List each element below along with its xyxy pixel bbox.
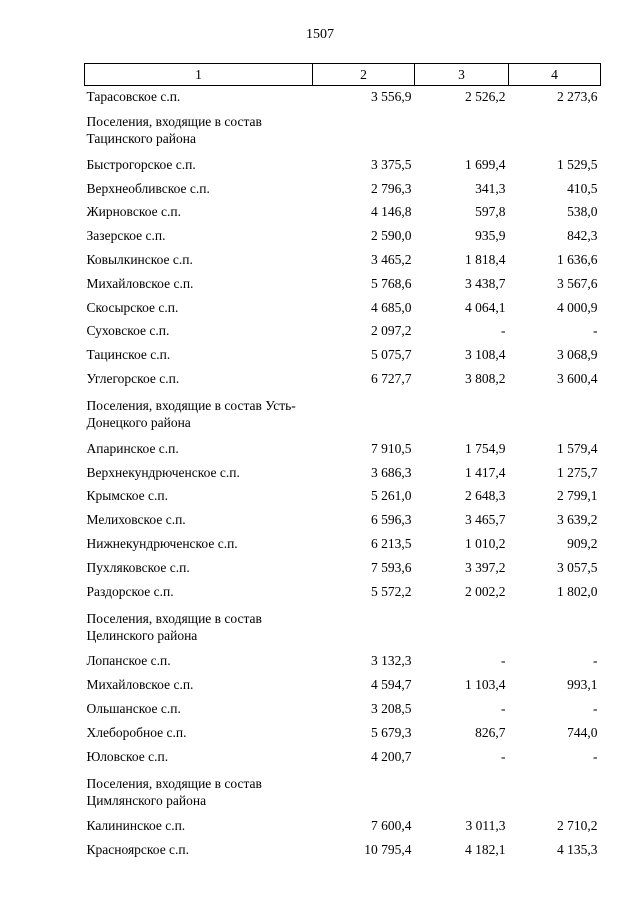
empty-cell [313, 107, 415, 153]
table-row [85, 745, 601, 769]
value-col-3: 826,7 [475, 724, 506, 740]
settlement-name: Михайловское с.п. [86, 275, 194, 291]
value-col-3: 3 397,2 [465, 559, 506, 575]
table-row [85, 673, 601, 697]
value-col-3: 3 108,4 [465, 347, 506, 363]
empty-cell [313, 604, 415, 650]
header-col-3: 3 [415, 64, 509, 86]
value-col-3: 1 754,9 [465, 440, 506, 456]
value-col-2: 2 796,3 [371, 180, 412, 196]
value-col-2: 7 910,5 [371, 440, 412, 456]
value-col-3: 1 699,4 [465, 156, 506, 172]
empty-cell [313, 391, 415, 437]
value-col-4: 3 639,2 [557, 512, 598, 528]
settlement-name: Верхнеобливское с.п. [86, 180, 210, 196]
value-col-3: 1 103,4 [465, 677, 506, 693]
empty-cell [509, 604, 601, 650]
group-heading: Поселения, входящие в состав Целинского района [86, 610, 262, 643]
empty-cell [509, 107, 601, 153]
value-col-4: 909,2 [567, 536, 598, 552]
value-col-2: 5 768,6 [371, 275, 412, 291]
value-col-4: 993,1 [567, 677, 598, 693]
settlement-name: Ковылкинское с.п. [86, 252, 193, 268]
empty-cell [415, 769, 509, 815]
value-col-2: 2 590,0 [371, 228, 412, 244]
settlement-name: Красноярское с.п. [86, 842, 190, 858]
value-col-3: 341,3 [475, 180, 506, 196]
empty-cell [415, 604, 509, 650]
value-col-4: 1 802,0 [557, 583, 598, 599]
value-col-4: 4 000,9 [557, 299, 598, 315]
group-heading-row [85, 769, 601, 815]
value-col-4: 744,0 [567, 724, 598, 740]
table-row [85, 532, 601, 556]
table-row [85, 153, 601, 177]
value-col-4: 538,0 [567, 204, 598, 220]
settlement-name: Михайловское с.п. [86, 677, 194, 693]
settlement-name: Мелиховское с.п. [86, 512, 186, 528]
value-col-2: 5 679,3 [371, 724, 412, 740]
table-row [85, 556, 601, 580]
page-number: 1507 [306, 27, 334, 42]
value-col-4: 1 529,5 [557, 156, 598, 172]
value-col-2: 4 146,8 [371, 204, 412, 220]
value-col-2: 10 795,4 [364, 842, 412, 858]
value-col-4: 3 068,9 [557, 347, 598, 363]
value-col-4: 410,5 [567, 180, 598, 196]
empty-cell [509, 391, 601, 437]
table-row [85, 650, 601, 674]
value-col-3: 3 011,3 [465, 818, 506, 834]
value-col-4: 3 600,4 [557, 371, 598, 387]
value-col-4: 4 135,3 [557, 842, 598, 858]
value-col-3: 597,8 [475, 204, 506, 220]
value-col-2: 2 097,2 [371, 323, 412, 339]
table-row [85, 343, 601, 367]
value-col-3: 4 182,1 [465, 842, 506, 858]
value-col-2: 7 593,6 [371, 559, 412, 575]
value-col-3: 3 808,2 [465, 371, 506, 387]
value-col-2: 4 685,0 [371, 299, 412, 315]
value-col-2: 6 727,7 [371, 371, 412, 387]
settlement-name: Тацинское с.п. [86, 347, 171, 363]
table-row [85, 201, 601, 225]
value-col-2: 3 208,5 [371, 701, 412, 717]
table-row [85, 461, 601, 485]
table-row [85, 485, 601, 509]
settlement-name: Углегорское с.п. [86, 371, 180, 387]
table-row [85, 437, 601, 461]
value-col-2: 6 596,3 [371, 512, 412, 528]
value-col-4: 1 636,6 [557, 252, 598, 268]
value-col-3: 4 064,1 [465, 299, 506, 315]
value-col-3: 2 002,2 [465, 583, 506, 599]
settlement-name: Жирновское с.п. [86, 204, 181, 220]
settlement-name: Калининское с.п. [86, 818, 186, 834]
table-row [85, 367, 601, 391]
group-heading: Поселения, входящие в состав Цимлянского района [86, 775, 262, 808]
value-col-4: 3 567,6 [557, 275, 598, 291]
group-heading: Поселения, входящие в состав Тацинского района [86, 114, 262, 146]
table-row [85, 177, 601, 201]
group-heading-row [85, 391, 601, 437]
table-row [85, 815, 601, 839]
settlement-name: Зазерское с.п. [86, 228, 166, 244]
value-col-2: 3 375,5 [371, 156, 412, 172]
table-row [85, 296, 601, 320]
value-col-2: 3 465,2 [371, 252, 412, 268]
table-row [85, 248, 601, 272]
empty-cell [509, 769, 601, 815]
header-row [85, 64, 601, 86]
value-col-2: 5 075,7 [371, 347, 412, 363]
table-row [85, 838, 601, 862]
empty-cell [415, 107, 509, 153]
value-col-3: - [501, 701, 506, 717]
value-col-4: - [593, 653, 598, 669]
settlement-name: Юловское с.п. [86, 748, 169, 764]
group-heading-row [85, 604, 601, 650]
settlement-name: Нижнекундрюченское с.п. [86, 536, 238, 552]
table-row [85, 272, 601, 296]
value-col-3: 1 417,4 [465, 464, 506, 480]
group-heading-row [85, 107, 601, 153]
value-col-4: 1 579,4 [557, 440, 598, 456]
settlement-name: Лопанское с.п. [86, 653, 171, 669]
settlement-name: Апаринское с.п. [86, 440, 179, 456]
value-col-2: 3 686,3 [371, 464, 412, 480]
value-col-2: 6 213,5 [371, 536, 412, 552]
value-col-2: 3 132,3 [371, 653, 412, 669]
table-header [85, 64, 601, 86]
value-col-2: 3 556,9 [371, 88, 412, 104]
budget-table [84, 63, 601, 862]
table-row [85, 580, 601, 604]
settlement-name: Скосырское с.п. [86, 299, 179, 315]
header-col-1: 1 [85, 64, 313, 86]
value-col-3: 1 818,4 [465, 252, 506, 268]
settlement-name: Хлеборобное с.п. [86, 724, 187, 740]
table-body [85, 86, 601, 863]
settlement-name: Ольшанское с.п. [86, 701, 181, 717]
value-col-3: 3 465,7 [465, 512, 506, 528]
header-col-2: 2 [313, 64, 415, 86]
value-col-4: 842,3 [567, 228, 598, 244]
table-row [85, 697, 601, 721]
value-col-4: 3 057,5 [557, 559, 598, 575]
value-col-2: 4 594,7 [371, 677, 412, 693]
value-col-4: - [593, 701, 598, 717]
value-col-2: 7 600,4 [371, 818, 412, 834]
table-row [85, 320, 601, 344]
value-col-3: 2 526,2 [465, 88, 506, 104]
value-col-3: 935,9 [475, 228, 506, 244]
settlement-name: Раздорское с.п. [86, 583, 174, 599]
value-col-2: 4 200,7 [371, 748, 412, 764]
value-col-3: 1 010,2 [465, 536, 506, 552]
group-heading: Поселения, входящие в состав Усть-Донецкого района [86, 397, 296, 430]
value-col-3: - [501, 748, 506, 764]
table-row [85, 508, 601, 532]
settlement-name: Быстрогорское с.п. [86, 156, 196, 172]
header-col-4: 4 [509, 64, 601, 86]
empty-cell [313, 769, 415, 815]
value-col-4: - [593, 748, 598, 764]
settlement-name: Крымское с.п. [86, 488, 168, 504]
value-col-4: 2 273,6 [557, 88, 598, 104]
value-col-3: 2 648,3 [465, 488, 506, 504]
table-row [85, 721, 601, 745]
settlement-name: Верхнекундрюченское с.п. [86, 464, 240, 480]
value-col-2: 5 261,0 [371, 488, 412, 504]
value-col-3: - [501, 653, 506, 669]
settlement-name: Пухляковское с.п. [86, 559, 190, 575]
empty-cell [415, 391, 509, 437]
table-row [85, 224, 601, 248]
table-row [85, 86, 601, 108]
value-col-4: 2 710,2 [557, 818, 598, 834]
settlement-name: Тарасовское с.п. [86, 88, 181, 104]
value-col-3: - [501, 323, 506, 339]
value-col-4: 1 275,7 [557, 464, 598, 480]
value-col-2: 5 572,2 [371, 583, 412, 599]
value-col-4: 2 799,1 [557, 488, 598, 504]
value-col-3: 3 438,7 [465, 275, 506, 291]
settlement-name: Суховское с.п. [86, 323, 170, 339]
value-col-4: - [593, 323, 598, 339]
